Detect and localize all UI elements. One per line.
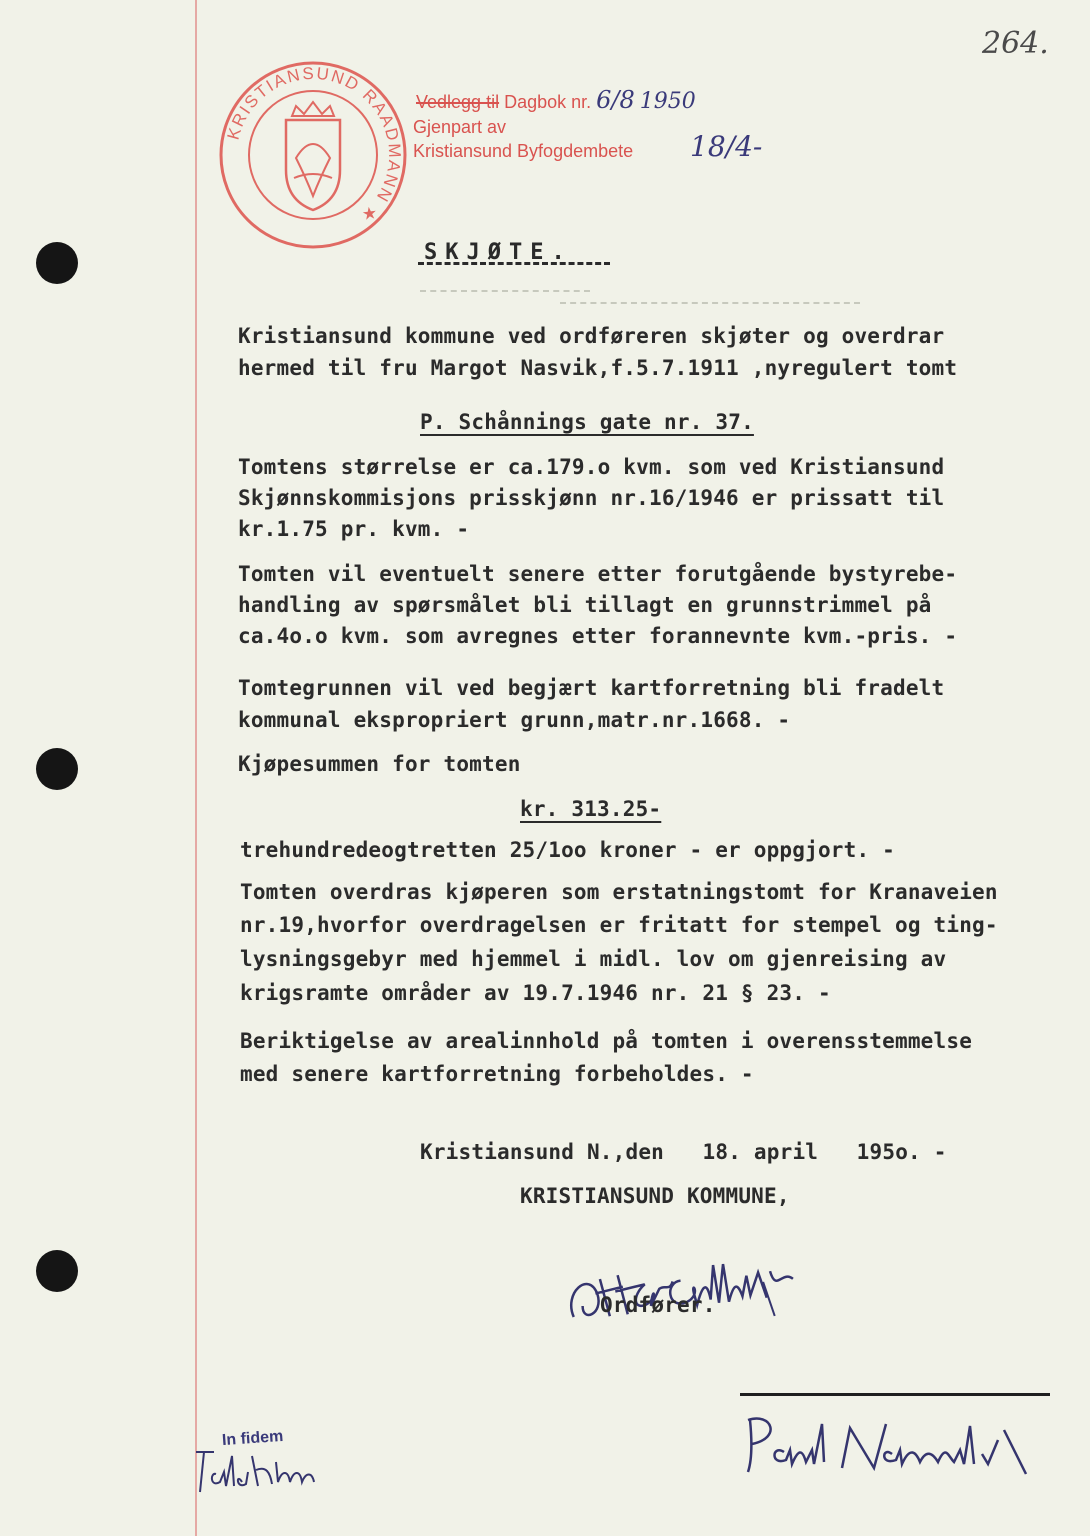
- text-line: handling av spørsmålet bli tillagt en grunnstrimmel på: [238, 593, 932, 617]
- buyer-signature-icon: [742, 1410, 1042, 1490]
- stamp-byfogd-line: Kristiansund Byfogdembete: [413, 141, 634, 161]
- margin-rule: [195, 0, 197, 1536]
- text-line: ca.4o.o kvm. som avregnes etter forannevnte kvm.-pris. -: [238, 624, 958, 648]
- punch-hole: [36, 1250, 78, 1292]
- in-fidem-stamp: In fidem: [221, 1427, 284, 1450]
- text-line: lysningsgebyr med hjemmel i midl. lov om gjenreising av: [240, 947, 947, 971]
- text-line: Tomten vil eventuelt senere etter forutgående bystyrebe-: [238, 562, 958, 586]
- text-line: Kristiansund kommune ved ordføreren skjøter og overdrar: [238, 324, 945, 348]
- punch-hole: [36, 242, 78, 284]
- text-line: kr.1.75 pr. kvm. -: [238, 517, 470, 541]
- stamp-gjenpart-line: Gjenpart av: [413, 117, 507, 137]
- in-fidem-signature-icon: [190, 1442, 330, 1502]
- issuer: KRISTIANSUND KOMMUNE,: [520, 1184, 790, 1208]
- municipal-seal-icon: [216, 58, 410, 252]
- purchase-amount: kr. 313.25-: [520, 797, 662, 821]
- faint-bleed-line: [560, 302, 860, 304]
- text-line: krigsramte områder av 19.7.1946 nr. 21 § 23. -: [240, 981, 831, 1005]
- stamp-year: 1950: [639, 89, 696, 114]
- page-number: 264.: [982, 26, 1049, 61]
- text-line: nr.19,hvorfor overdragelsen er fritatt for stempel og ting-: [240, 913, 998, 937]
- faint-bleed-line: [420, 290, 590, 292]
- buyer-signature-line: [740, 1393, 1050, 1396]
- text-line: trehundredeogtretten 25/1oo kroner - er oppgjort. -: [240, 838, 895, 862]
- text-line: kommunal ekspropriert grunn,matr.nr.1668. -: [238, 708, 791, 732]
- buyer-signature: [742, 1410, 1042, 1494]
- stamp-dagbok-label: Dagbok nr.: [499, 92, 592, 112]
- place-and-date: Kristiansund N.,den 18. april 195o. -: [420, 1140, 947, 1164]
- in-fidem-signature: [190, 1442, 330, 1506]
- stamp-dagbok-number: 6/8: [596, 86, 635, 114]
- text-line: Tomtens størrelse er ca.179.o kvm. som ved Kristiansund: [238, 455, 945, 479]
- stamp-struck-text: Vedlegg til: [416, 92, 500, 112]
- stamp-handwritten-date: 18/4-: [690, 130, 763, 163]
- property-address: P. Schånnings gate nr. 37.: [420, 410, 754, 434]
- text-line: Kjøpesummen for tomten: [238, 752, 521, 776]
- document-title: SKJØTE.: [424, 240, 573, 265]
- text-line: hermed til fru Margot Nasvik,f.5.7.1911 ,nyregulert tomt: [238, 356, 958, 380]
- text-line: med senere kartforretning forbeholdes. -: [240, 1062, 754, 1086]
- svg-text:KRISTIANSUND RAADMANN ★: KRISTIANSUND RAADMANN ★: [223, 63, 405, 228]
- stamp-dagbok-line: [416, 86, 696, 114]
- text-line: Tomten overdras kjøperen som erstatningstomt for Kranaveien: [240, 880, 998, 904]
- punch-hole: [36, 748, 78, 790]
- signatory-role: Ordfører.: [600, 1293, 716, 1317]
- text-line: Tomtegrunnen vil ved begjært kartforretning bli fradelt: [238, 676, 945, 700]
- text-line: Beriktigelse av arealinnhold på tomten i overensstemmelse: [240, 1029, 973, 1053]
- title-underline: [418, 262, 610, 265]
- mayor-signature-icon: [558, 1237, 815, 1343]
- text-line: Skjønnskommisjons prisskjønn nr.16/1946 er prissatt til: [238, 486, 945, 510]
